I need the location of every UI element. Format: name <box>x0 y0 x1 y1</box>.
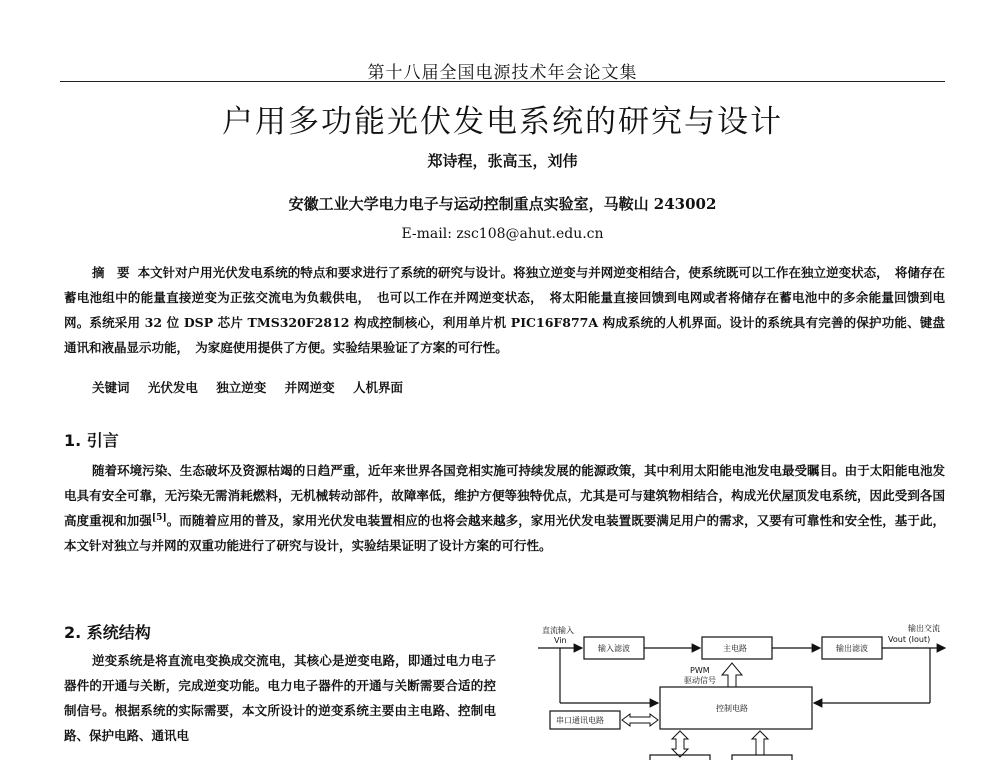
citation-ref: [5] <box>151 512 167 523</box>
system-block-diagram <box>520 615 960 760</box>
section-heading-system-structure: 2. 系统结构 <box>64 623 151 642</box>
introduction-text-b: 。而随着应用的普及，家用光伏发电装置相应的也将会越来越多，家用光伏发电装置既要满足用户的需求，又要有可靠性和安全性，基于此，本文针对独立与并网的双重功能进行了研究与设计，实验结果证明了设计方案的可行性。 <box>64 513 945 553</box>
keyword-item: 并网逆变 <box>284 380 335 395</box>
control-circuit-label: 控制电路 <box>716 704 748 713</box>
keywords-label: 关键词 <box>92 380 130 395</box>
abstract-label: 摘 要 <box>92 265 130 280</box>
vin-label: Vin <box>554 636 567 645</box>
serial-comm-label: 串口通讯电路 <box>556 716 604 725</box>
section-heading-introduction: 1. 引言 <box>64 431 119 450</box>
author-email: E-mail: zsc108@ahut.edu.cn <box>401 226 604 242</box>
keyword-item: 独立逆变 <box>216 380 267 395</box>
lower-box-right <box>732 755 792 760</box>
keywords <box>92 378 945 396</box>
lower-arrow-right <box>752 731 768 755</box>
input-filter-label: 输入滤波 <box>598 644 630 653</box>
introduction-body <box>64 458 945 558</box>
pwm-arrow <box>722 663 742 687</box>
output-filter-label: 输出滤波 <box>836 644 868 653</box>
keyword-item: 人机界面 <box>353 380 404 395</box>
paper-affiliation: 安徽工业大学电力电子与运动控制重点实验室，马鞍山 243002 <box>288 195 717 213</box>
serial-double-arrow <box>622 714 658 726</box>
paper-authors: 郑诗程，张高玉，刘伟 <box>427 152 578 170</box>
vout-label: Vout (Iout) <box>888 635 931 644</box>
keyword-item: 光伏发电 <box>147 380 198 395</box>
paper-title: 户用多功能光伏发电系统的研究与设计 <box>222 104 783 140</box>
introduction-text-a: 随着环境污染、生态破坏及资源枯竭的日趋严重，近年来世界各国竞相实施可持续发展的能源政策，其中利用太阳能电池发电最受瞩目。由于太阳能电池发电具有安全可靠，无污染无需消耗燃料，无机械转动部件，故障率低，维护方便等独特优点，尤其是可与建筑物相结合，构成光伏屋顶发电系统，因此受到各国高度重视和加强 <box>64 463 945 528</box>
system-structure-body: 逆变系统是将直流电变换成交流电，其核心是逆变电路，即通过电力电子器件的开通与关断，完成逆变功能。电力电子器件的开通与关断需要合适的控制信号。根据系统的实际需要，本文所设计的逆变系统主要由主电路、控制电路、保护电路、通讯电 <box>64 653 496 743</box>
main-circuit-label: 主电路 <box>723 644 747 653</box>
running-header: 第十八届全国电源技术年会论文集 <box>367 63 638 83</box>
abstract-text: 本文针对户用光伏发电系统的特点和要求进行了系统的研究与设计。将独立逆变与并网逆变相结合，使系统既可以工作在独立逆变状态， 将储存在蓄电池组中的能量直接逆变为正弦交流电为负载供电， 也可以工作在并网逆变状态， 将太阳能量直接回馈到电网或者将储存在蓄电池中的多余能量回馈到电网。系统采用 32 位 DSP 芯片 TMS320F2812 构成控制核心，利用单片机 PIC16F877A 构成系统的人机界面。设计的系统具有完善的保护功能、键盘通讯和液晶显示功能， 为家庭使用提供了方便。实验结果验证了方案的可行性。 <box>64 265 945 355</box>
header-rule <box>60 81 945 82</box>
pwm-label: PWM <box>690 666 710 675</box>
dc-input-label: 直流输入 <box>542 626 574 635</box>
abstract <box>64 260 945 360</box>
ac-output-label: 输出交流 <box>908 624 940 633</box>
drive-signal-label: 驱动信号 <box>684 676 716 685</box>
lower-double-arrow-left <box>672 731 688 757</box>
